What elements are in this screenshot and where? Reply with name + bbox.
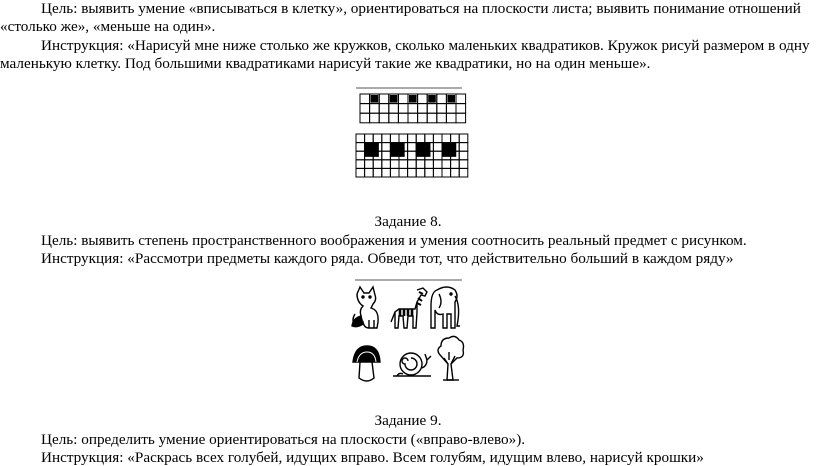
grid-cell [456,94,466,104]
grid-cell [456,104,466,114]
grid-cell [379,113,389,123]
grid-cell [360,94,370,104]
grid-cell [408,168,417,177]
task9-instruction: Инструкция: «Раскрась всех голубей, идущих вправо. Всем голубям, идущим влево, нарисуй крошки» [41,449,704,466]
grid-cell [416,134,425,143]
grid-cell [456,113,466,123]
grid-cell [356,143,365,152]
grid-cell [418,94,428,104]
grid-cell [370,104,380,114]
grid-cell [356,160,365,169]
grid-cell [370,113,380,123]
grid-cell [425,160,434,169]
filled-cell [365,143,379,157]
grid-cell [446,113,456,123]
zebra-icon [391,288,427,328]
grid-cell [433,151,442,160]
grid-cell [356,134,365,143]
task9-goal: Цель: определить умение ориентироваться на плоскости («вправо-влево»). [41,431,526,448]
grid-cell [390,168,399,177]
grid-cell [382,160,391,169]
grid-cell [390,134,399,143]
grid-cell [356,168,365,177]
grid-cell [416,160,425,169]
grid-cell [408,113,418,123]
filled-cell [410,96,417,103]
task8-heading: Задание 8. [374,213,442,230]
grid-cell [433,134,442,143]
grid-cell [416,168,425,177]
grid-cell [382,143,391,152]
tree-icon [438,336,464,380]
grid-cell [433,160,442,169]
grid-cell [408,134,417,143]
grid-cell [459,134,468,143]
grid-cell [451,168,460,177]
grid-cell [379,104,389,114]
grid-cell [437,113,447,123]
task8-goal: Цель: выявить степень пространственного воображения и умения соотносить реальный предмет с рисунком. [41,232,747,249]
filled-cell [429,96,436,103]
grid-cell [442,168,451,177]
grid-cell [390,160,399,169]
grid-cell [433,168,442,177]
filled-cell [390,96,397,103]
grid-cell [459,160,468,169]
grid-cell [425,134,434,143]
grid-cell [365,134,374,143]
grid-cell [373,168,382,177]
mushroom-icon [353,346,380,381]
task9-heading: Задание 9. [374,412,442,429]
grid-cell [442,134,451,143]
grid-cell [459,151,468,160]
grid-cell [451,134,460,143]
grid-cell [451,160,460,169]
filled-cell [371,96,378,103]
grid-cell [408,151,417,160]
grid-cell [365,168,374,177]
grid-cell [365,160,374,169]
filled-cell [390,143,404,157]
grid-cell [399,168,408,177]
goal-text-line2: «столько же», «меньше на один». [0,18,216,35]
grid-cell [427,104,437,114]
filled-cell [416,143,430,157]
grid-cell [425,168,434,177]
grid-cell [382,168,391,177]
grid-cell [433,143,442,152]
elephant-icon [431,287,460,328]
grid-cell [437,94,447,104]
goal-text-line1: Цель: выявить умение «вписываться в клетку», ориентироваться на плоскости листа; выявить понимание отношений [41,0,801,17]
grid-cell [398,113,408,123]
filled-cell [442,143,456,157]
grid-cell [398,104,408,114]
instruction-text-line1: Инструкция: «Нарисуй мне ниже столько же кружков, сколько маленьких квадратиков. Кружок рисуй размером в одну [41,37,810,54]
grid-cell [389,113,399,123]
grid-cell [360,104,370,114]
grid-cell [418,104,428,114]
grid-cell [459,168,468,177]
grid-cell [389,104,399,114]
grid-cell [427,113,437,123]
instruction-text-line2: маленькую клетку. Под большими квадратиками нарисуй такие же квадратики, но на один меньше». [0,55,651,72]
filled-cell [448,96,455,103]
grid-cell [399,160,408,169]
fox-icon [352,287,378,328]
grid-cell [408,143,417,152]
grid-cell [398,94,408,104]
grid-cell [442,160,451,169]
grid-cell [399,134,408,143]
grid-cell [408,160,417,169]
grid-cell [437,104,447,114]
grid-cell [382,151,391,160]
grid-cell [446,104,456,114]
grid-cell [408,104,418,114]
pictures-figure [347,276,477,391]
grid-cell [379,94,389,104]
grid-cell [356,151,365,160]
grid-cell [418,113,428,123]
grid-cell [382,134,391,143]
grid-cell [459,143,468,152]
grid-cell [373,134,382,143]
grid-figure [350,82,490,192]
task8-instruction: Инструкция: «Рассмотри предметы каждого ряда. Обведи тот, что действительно больший в каждом ряду» [41,250,734,267]
snail-icon [393,353,431,376]
grid-cell [360,113,370,123]
grid-cell [373,160,382,169]
